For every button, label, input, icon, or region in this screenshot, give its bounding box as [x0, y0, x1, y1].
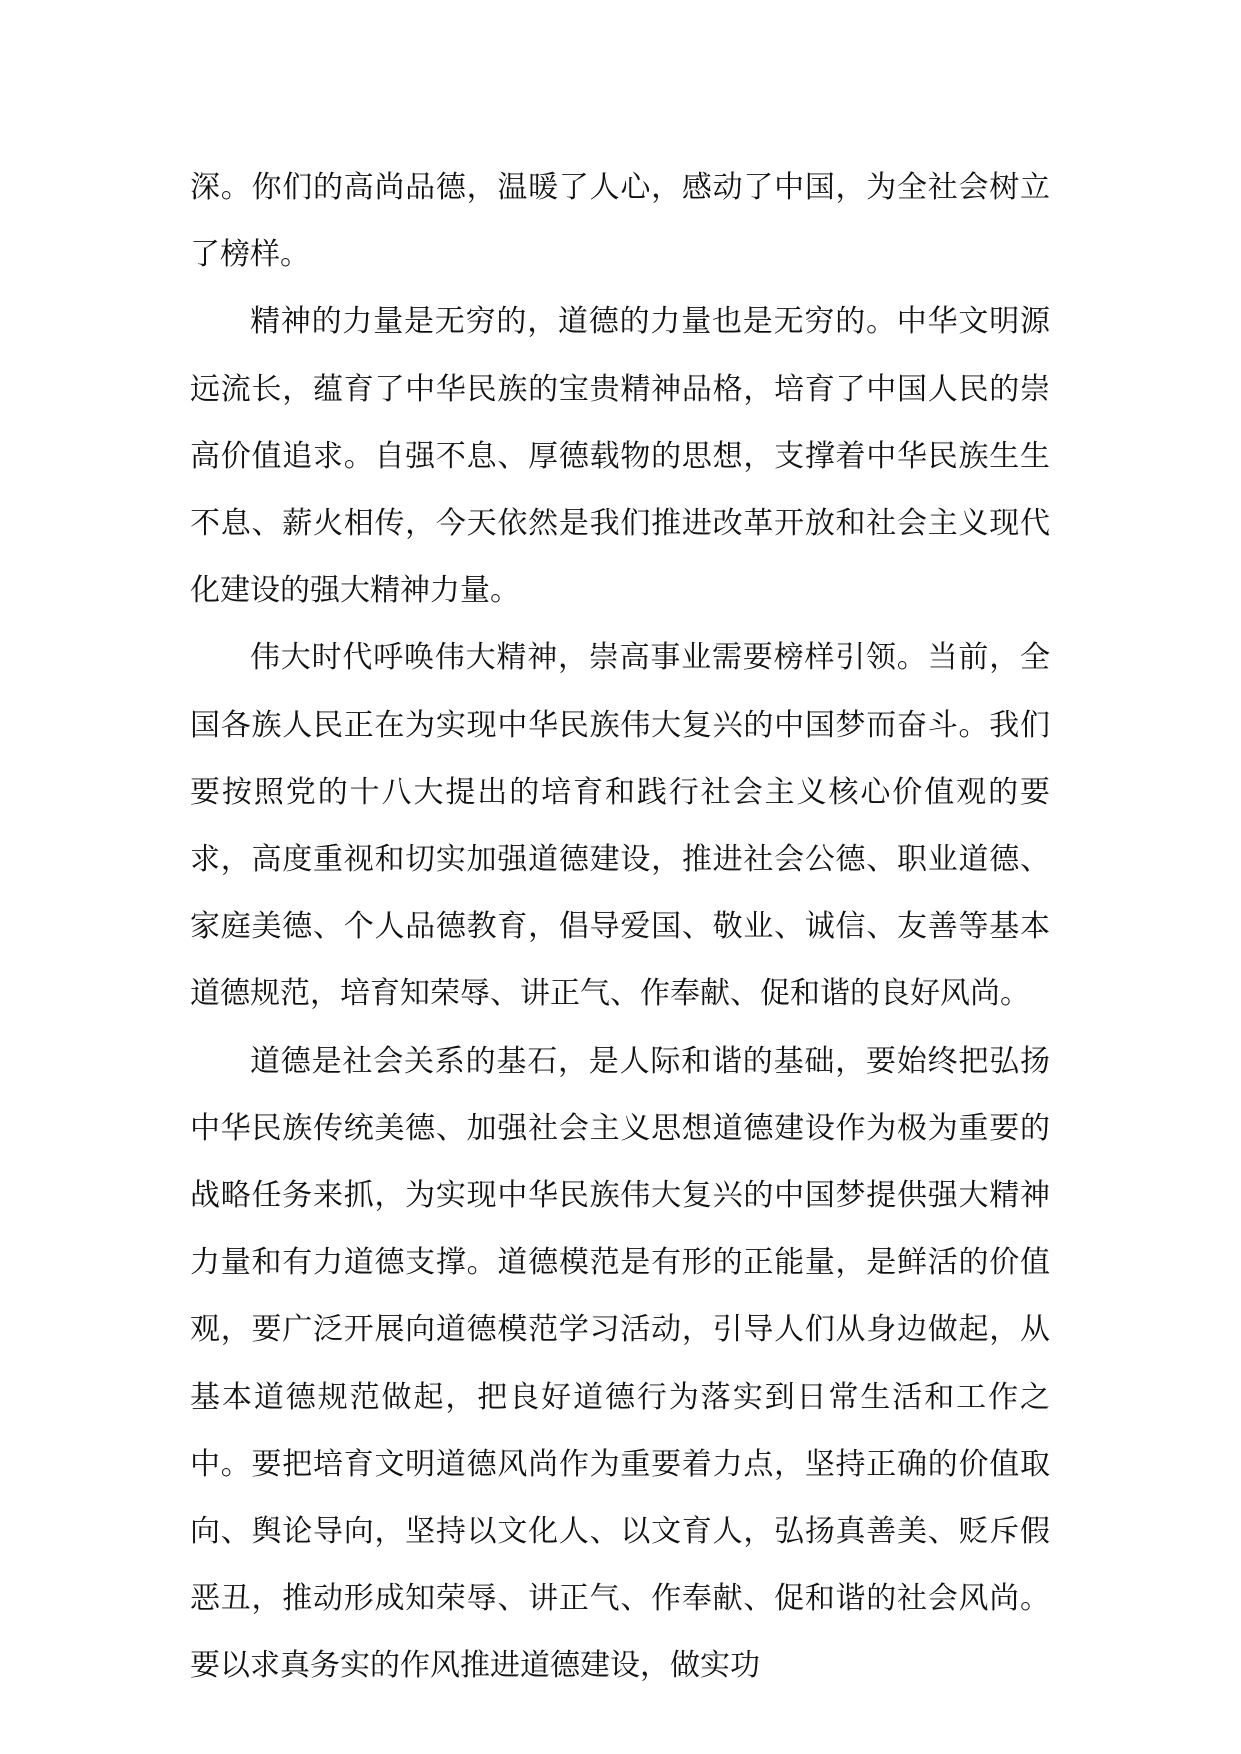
paragraph-3: 伟大时代呼唤伟大精神，崇高事业需要榜样引领。当前，全国各族人民正在为实现中华民族伟大复兴的中国梦而奋斗。我们要按照党的十八大提出的培育和践行社会主义核心价值观的要求，高度重视和切实加强道德建设，推进社会公德、职业道德、家庭美德、个人品德教育，倡导爱国、敬业、诚信、友善等基本道德规范，培育知荣辱、讲正气、作奉献、促和谐的良好风尚。: [190, 640, 1050, 1012]
paragraph-4: 道德是社会关系的基石，是人际和谐的基础，要始终把弘扬中华民族传统美德、加强社会主义思想道德建设作为极为重要的战略任务来抓，为实现中华民族伟大复兴的中国梦提供强大精神力量和有力道德支撑。道德模范是有形的正能量，是鲜活的价值观，要广泛开展向道德模范学习活动，引导人们从身边做起，从基本道德规范做起，把良好道德行为落实到日常生活和工作之中。要把培育文明道德风尚作为重要着力点，坚持正确的价值取向、舆论导向，坚持以文化人、以文育人，弘扬真善美、贬斥假恶丑，推动形成知荣辱、讲正气、作奉献、促和谐的社会风尚。要以求真务实的作风推进道德建设，做实功: [190, 1043, 1050, 1684]
paragraph-1: 深。你们的高尚品德，温暖了人心，感动了中国，为全社会树立了榜样。: [190, 170, 1050, 273]
paragraph-2: 精神的力量是无穷的，道德的力量也是无穷的。中华文明源远流长，蕴育了中华民族的宝贵精神品格，培育了中国人民的崇高价值追求。自强不息、厚德载物的思想，支撑着中华民族生生不息、薪火相传，今天依然是我们推进改革开放和社会主义现代化建设的强大精神力量。: [190, 304, 1050, 609]
document-body: [190, 154, 1050, 1700]
